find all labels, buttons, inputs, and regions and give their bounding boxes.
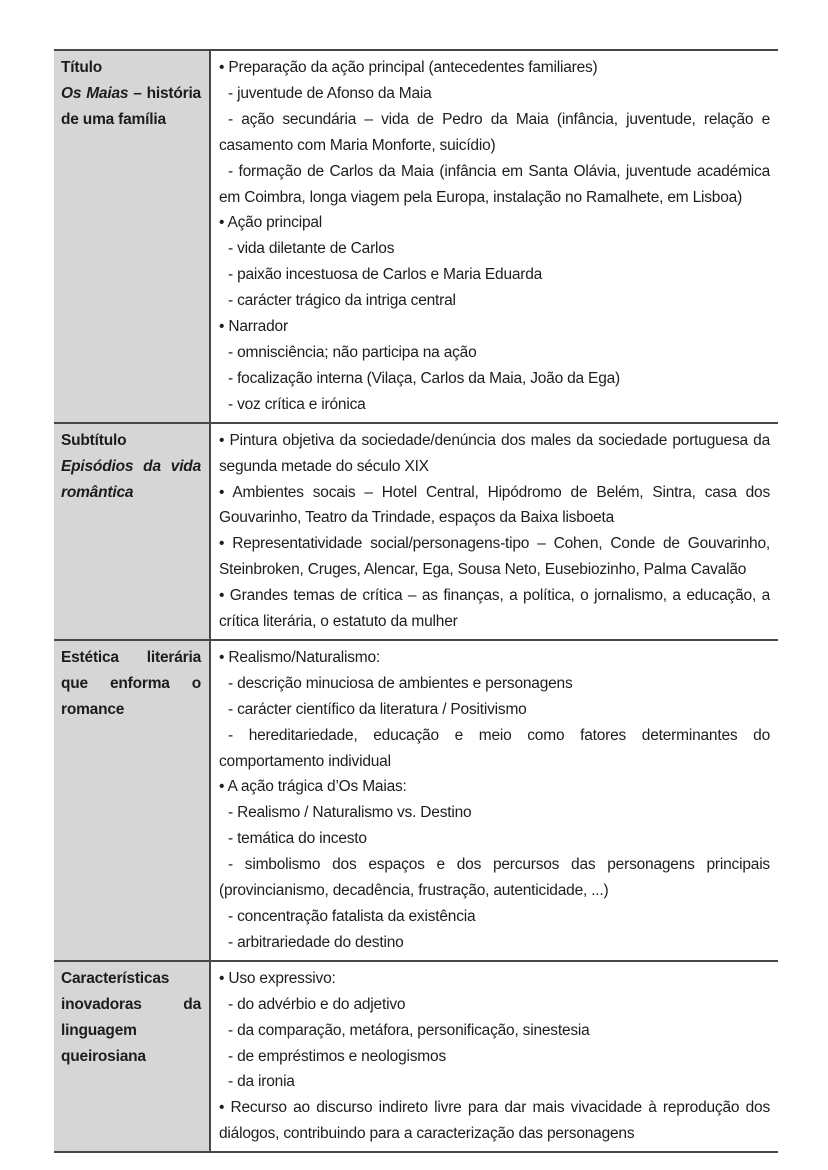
- item-text: Pintura objetiva da sociedade/denúncia dos males da sociedade portuguesa da segunda metade do século XIX: [219, 431, 770, 475]
- bullet-item: [219, 966, 770, 992]
- item-text: carácter científico da literatura / Positivismo: [232, 700, 527, 718]
- item-text: da ironia: [232, 1073, 295, 1091]
- item-text: carácter trágico da intriga central: [232, 292, 456, 310]
- dash-marker-icon: -: [228, 700, 233, 718]
- item-text: vida diletante de Carlos: [232, 240, 395, 258]
- item-text: Uso expressivo:: [224, 969, 336, 987]
- bullet-marker-icon: •: [219, 535, 225, 553]
- dash-item: [219, 992, 770, 1018]
- dash-marker-icon: -: [228, 292, 233, 310]
- dash-marker-icon: -: [228, 726, 233, 744]
- dash-item: [219, 236, 770, 262]
- dash-marker-icon: -: [228, 266, 233, 284]
- item-text: focalização interna (Vilaça, Carlos da Maia, João da Ega): [232, 369, 620, 387]
- bullet-item: [219, 1095, 770, 1147]
- table-row: [54, 641, 778, 962]
- row-header-cell: [54, 51, 211, 422]
- row-header-cell: [54, 424, 211, 639]
- dash-item: [219, 392, 770, 418]
- bullet-marker-icon: •: [219, 214, 225, 232]
- item-text: omnisciência; não participa na ação: [232, 343, 477, 361]
- bullet-item: [219, 210, 770, 236]
- item-text: do advérbio e do adjetivo: [232, 995, 406, 1013]
- dash-item: [219, 671, 770, 697]
- dash-marker-icon: -: [228, 933, 233, 951]
- row-header-text: Episódios da vida romântica: [61, 457, 201, 501]
- bullet-item: [219, 480, 770, 532]
- dash-marker-icon: -: [228, 1073, 233, 1091]
- row-header-text: Estética literária que enforma o romance: [61, 648, 201, 718]
- dash-item: [219, 697, 770, 723]
- bullet-item: [219, 645, 770, 671]
- row-content-cell: [211, 51, 778, 422]
- item-text: hereditariedade, educação e meio como fatores determinantes do comportamento individual: [219, 726, 770, 770]
- item-text: Ação principal: [224, 214, 323, 232]
- item-text: Representatividade social/personagens-tipo – Cohen, Conde de Gouvarinho, Steinbroken, Cruges, Alencar, Ega, Sousa Neto, Eusebiozinho, Palma Cavalão: [219, 535, 770, 579]
- dash-item: [219, 1018, 770, 1044]
- dash-item: [219, 81, 770, 107]
- item-text: Preparação da ação principal (antecedentes familiares): [224, 59, 598, 76]
- dash-item: [219, 1044, 770, 1070]
- dash-item: [219, 800, 770, 826]
- item-text: de empréstimos e neologismos: [232, 1047, 446, 1065]
- bullet-item: [219, 314, 770, 340]
- dash-item: [219, 826, 770, 852]
- item-text: ação secundária – vida de Pedro da Maia (infância, juventude, relação e casamento com Maria Monforte, suicídio): [219, 110, 770, 154]
- row-header-cell: [54, 641, 211, 960]
- row-header-text: Subtítulo: [61, 431, 127, 449]
- bullet-item: [219, 531, 770, 583]
- dash-marker-icon: -: [228, 162, 233, 180]
- dash-marker-icon: -: [228, 830, 233, 848]
- dash-item: [219, 366, 770, 392]
- bullet-item: [219, 428, 770, 480]
- table-row: [54, 51, 778, 424]
- dash-marker-icon: -: [228, 395, 233, 413]
- bullet-marker-icon: •: [219, 431, 225, 449]
- bullet-item: [219, 55, 770, 81]
- row-content-cell: [211, 641, 778, 960]
- row-content-cell: [211, 424, 778, 639]
- item-text: juventude de Afonso da Maia: [232, 84, 432, 102]
- bullet-marker-icon: •: [219, 318, 225, 336]
- bullet-marker-icon: •: [219, 969, 225, 987]
- dash-marker-icon: -: [228, 343, 233, 361]
- dash-item: [219, 340, 770, 366]
- item-text: voz crítica e irónica: [232, 395, 366, 413]
- dash-marker-icon: -: [228, 84, 233, 102]
- bullet-marker-icon: •: [219, 59, 225, 76]
- bullet-marker-icon: •: [219, 648, 225, 666]
- dash-marker-icon: -: [228, 995, 233, 1013]
- row-header-cell: [54, 962, 211, 1151]
- bullet-marker-icon: •: [219, 778, 225, 796]
- dash-marker-icon: -: [228, 369, 233, 387]
- item-text: temática do incesto: [232, 830, 367, 848]
- bullet-marker-icon: •: [219, 587, 225, 605]
- dash-marker-icon: -: [228, 908, 233, 925]
- item-text: descrição minuciosa de ambientes e personagens: [232, 674, 573, 692]
- dash-marker-icon: -: [228, 804, 233, 822]
- item-text: Grandes temas de crítica – as finanças, a política, o jornalismo, a educação, a crítica literária, o estatuto da mulher: [219, 587, 770, 631]
- row-header-text: Título: [61, 59, 102, 76]
- bullet-marker-icon: •: [219, 483, 225, 501]
- table-row: [54, 962, 778, 1153]
- item-text: Realismo / Naturalismo vs. Destino: [232, 804, 472, 822]
- item-text: Narrador: [224, 318, 288, 336]
- item-text: A ação trágica d’Os Maias:: [224, 778, 407, 796]
- item-text: concentração fatalista da existência: [232, 908, 476, 925]
- dash-marker-icon: -: [228, 856, 233, 874]
- dash-item: [219, 159, 770, 211]
- row-header-text: Os Maias: [61, 84, 129, 102]
- dash-item: [219, 852, 770, 904]
- item-text: formação de Carlos da Maia (infância em Santa Olávia, juventude académica em Coimbra, longa viagem pela Europa, instalação no Ramalhete, em Lisboa): [219, 162, 770, 206]
- row-header-text: – história de uma família: [61, 84, 201, 128]
- dash-marker-icon: -: [228, 240, 233, 258]
- dash-item: [219, 288, 770, 314]
- dash-item: [219, 262, 770, 288]
- bullet-marker-icon: •: [219, 1099, 225, 1117]
- dash-marker-icon: -: [228, 1047, 233, 1065]
- item-text: Recurso ao discurso indireto livre para dar mais vivacidade à reprodução dos diálogos, contribuindo para a caracterização das personagens: [219, 1099, 770, 1143]
- summary-table: [54, 49, 778, 1153]
- item-text: arbitrariedade do destino: [232, 933, 404, 951]
- dash-marker-icon: -: [228, 110, 233, 128]
- row-content-cell: [211, 962, 778, 1151]
- dash-marker-icon: -: [228, 1021, 233, 1039]
- item-text: paixão incestuosa de Carlos e Maria Eduarda: [232, 266, 543, 284]
- dash-item: [219, 904, 770, 930]
- item-text: Ambientes socais – Hotel Central, Hipódromo de Belém, Sintra, casa dos Gouvarinho, Teatro da Trindade, espaços da Baixa lisboeta: [219, 483, 770, 527]
- item-text: da comparação, metáfora, personificação, sinestesia: [232, 1021, 590, 1039]
- dash-item: [219, 930, 770, 956]
- bullet-item: [219, 774, 770, 800]
- dash-item: [219, 723, 770, 775]
- dash-item: [219, 1069, 770, 1095]
- dash-marker-icon: -: [228, 674, 233, 692]
- item-text: Realismo/Naturalismo:: [224, 648, 381, 666]
- row-header-text: Características inovadoras da linguagem queirosiana: [61, 969, 201, 1065]
- dash-item: [219, 107, 770, 159]
- item-text: simbolismo dos espaços e dos percursos das personagens principais (provincianismo, decadência, frustração, autenticidade, ...): [219, 856, 770, 900]
- bullet-item: [219, 583, 770, 635]
- table-row: [54, 424, 778, 641]
